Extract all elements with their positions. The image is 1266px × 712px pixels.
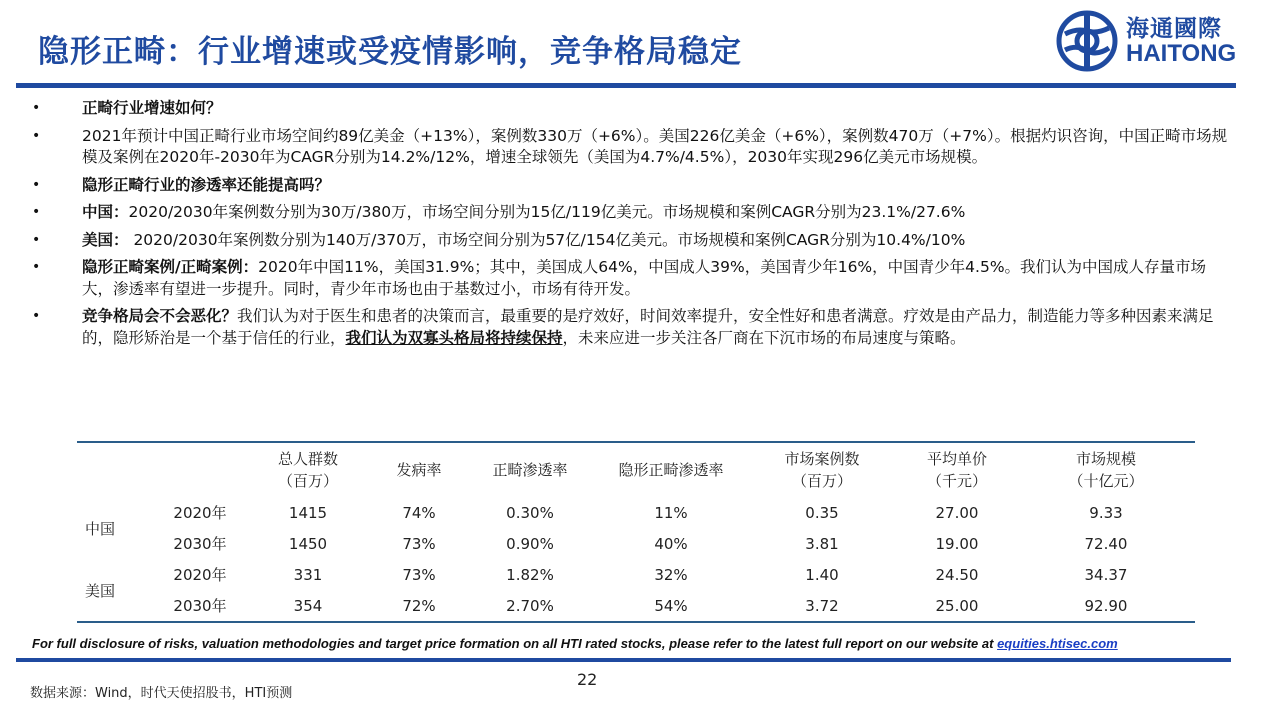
table-row	[77, 528, 1195, 559]
table-cell: 354	[293, 596, 323, 615]
bullet-text: 我们认为对于医生和患者的决策而言，最重要的是疗效好，时间效率提升，安全性好和患者满意。疗效是由产品力，制造能力等多种因素来满足的，隐形矫治是一个基于信任的行业，	[82, 307, 1214, 347]
bullet-bold: 中国：	[82, 203, 129, 221]
market-table	[77, 441, 1195, 623]
bullet-item	[30, 230, 1230, 252]
bullet-dot-icon: •	[32, 231, 41, 248]
bullet-text-after: ，未来应进一步关注各厂商在下沉市场的布局速度与策略。	[562, 328, 966, 347]
bullet-dot-icon: •	[32, 127, 41, 144]
bullet-bold: 隐形正畸案例/正畸案例：	[82, 258, 259, 276]
bullet-item	[30, 202, 1230, 224]
market-table-wrapper	[77, 441, 1195, 623]
page-number: 22	[577, 670, 598, 689]
table-cell: 1.40	[805, 565, 839, 584]
logo-english-text: HAITONG	[1126, 40, 1237, 67]
table-cell: 74%	[402, 503, 436, 522]
bullet-item	[30, 175, 1230, 197]
bullet-dot-icon: •	[32, 204, 41, 220]
bullet-item	[30, 306, 1230, 349]
logo-chinese-text: 海通國際	[1126, 16, 1222, 42]
bullet-bold: 正畸行业增速如何？	[82, 99, 222, 117]
bullet-item	[30, 126, 1230, 169]
table-row	[77, 559, 1195, 590]
table-cell: 0.90%	[506, 534, 554, 553]
table-cell: 331	[293, 565, 323, 584]
table-cell: 34.37	[1084, 565, 1128, 584]
table-cell: 92.90	[1084, 596, 1128, 615]
table-cell: 54%	[654, 596, 688, 615]
table-header	[157, 442, 243, 497]
table-header: 平均单价 （千元）	[926, 450, 987, 490]
table-header	[77, 442, 157, 497]
table-year-cell: 2030年	[173, 597, 227, 615]
table-cell: 73%	[402, 565, 436, 584]
table-cell: 0.30%	[506, 503, 554, 522]
bullet-text: 2021年预计中国正畸行业市场空间约89亿美金（+13%），案例数330万（+6%）。美国226亿美金（+6%），案例数470万（+7%）。根据灼识咨询，中国正畸市场规模及案例在2020年-2030年为CAGR分别为14.2%/12%，增速全球领先（美国为4.7%/4.5%），2030年实现296亿美元市场规模。	[82, 126, 1228, 166]
table-header-row	[77, 442, 1195, 497]
bullet-text: 2020/2030年案例数分别为140万/370万，市场空间分别为57亿/154亿美元。市场规模和案例CAGR分别为10.4%/10%	[128, 230, 966, 249]
bullet-underline: 我们认为双寡头格局将持续保持	[345, 328, 563, 347]
company-logo	[1055, 8, 1245, 74]
disclaimer-text: For full disclosure of risks, valuation methodologies and target price formation on all HTI rated stocks, please refer to the latest full report on our website at	[32, 636, 998, 651]
bullet-item	[30, 257, 1230, 300]
table-cell: 2.70%	[506, 596, 554, 615]
table-cell: 40%	[654, 534, 688, 553]
table-year-cell: 2020年	[173, 566, 227, 584]
table-header: 隐形正畸渗透率	[618, 461, 724, 479]
haitong-emblem-icon	[1055, 10, 1119, 72]
bullet-bold: 隐形正畸行业的渗透率还能提高吗？	[82, 175, 331, 194]
table-year-cell: 2020年	[173, 504, 227, 522]
table-header: 市场规模 （十亿元）	[1068, 450, 1144, 490]
table-row	[77, 497, 1195, 528]
table-cell: 1415	[288, 503, 328, 522]
disclaimer	[32, 636, 1118, 651]
website-link[interactable]: equities.htisec.com	[997, 636, 1118, 651]
table-cell: 72%	[402, 596, 436, 615]
table-header: 发病率	[396, 461, 442, 479]
table-year-cell: 2030年	[173, 535, 227, 553]
footer-divider	[16, 658, 1231, 662]
bullet-dot-icon: •	[32, 308, 41, 324]
table-cell: 9.33	[1089, 503, 1123, 522]
table-header: 正畸渗透率	[492, 461, 568, 479]
bullet-bold: 竞争格局会不会恶化？	[82, 307, 238, 325]
table-cell: 73%	[402, 534, 436, 553]
table-cell: 11%	[654, 503, 688, 522]
bullet-bold: 美国：	[82, 230, 129, 249]
table-cell: 0.35	[805, 503, 839, 522]
bullet-dot-icon: •	[32, 176, 41, 193]
bullet-text: 2020年中国11%，美国31.9%；其中，美国成人64%，中国成人39%，美国青少年16%，中国青少年4.5%。我们认为中国成人存量市场大，渗透率有望进一步提升。同时，青少年市场也由于基数过小，市场有待开发。	[82, 258, 1207, 298]
table-header: 市场案例数 （百万）	[784, 450, 860, 490]
table-cell: 1450	[288, 534, 328, 553]
bullet-dot-icon: •	[32, 259, 41, 275]
table-cell: 3.72	[805, 596, 839, 615]
table-cell: 27.00	[935, 503, 979, 522]
table-cell: 19.00	[935, 534, 979, 553]
table-cell: 1.82%	[506, 565, 554, 584]
bullet-list	[30, 98, 1230, 355]
data-source: 数据来源：Wind，时代天使招股书，HTI预测	[30, 686, 293, 701]
table-row	[77, 590, 1195, 622]
table-cell: 24.50	[935, 565, 979, 584]
table-cell: 32%	[654, 565, 688, 584]
table-cell: 25.00	[935, 596, 979, 615]
bullet-dot-icon: •	[32, 100, 41, 116]
bullet-text: 2020/2030年案例数分别为30万/380万，市场空间分别为15亿/119亿美元。市场规模和案例CAGR分别为23.1%/27.6%	[128, 203, 966, 221]
bullet-item	[30, 98, 1230, 120]
table-country-cell: 美国	[85, 581, 116, 600]
table-country-cell: 中国	[85, 519, 116, 538]
table-header: 总人群数 （百万）	[277, 450, 338, 490]
page-title: 隐形正畸：行业增速或受疫情影响，竞争格局稳定	[38, 34, 742, 70]
title-divider	[16, 83, 1236, 88]
table-cell: 3.81	[805, 534, 839, 553]
table-cell: 72.40	[1084, 534, 1128, 553]
